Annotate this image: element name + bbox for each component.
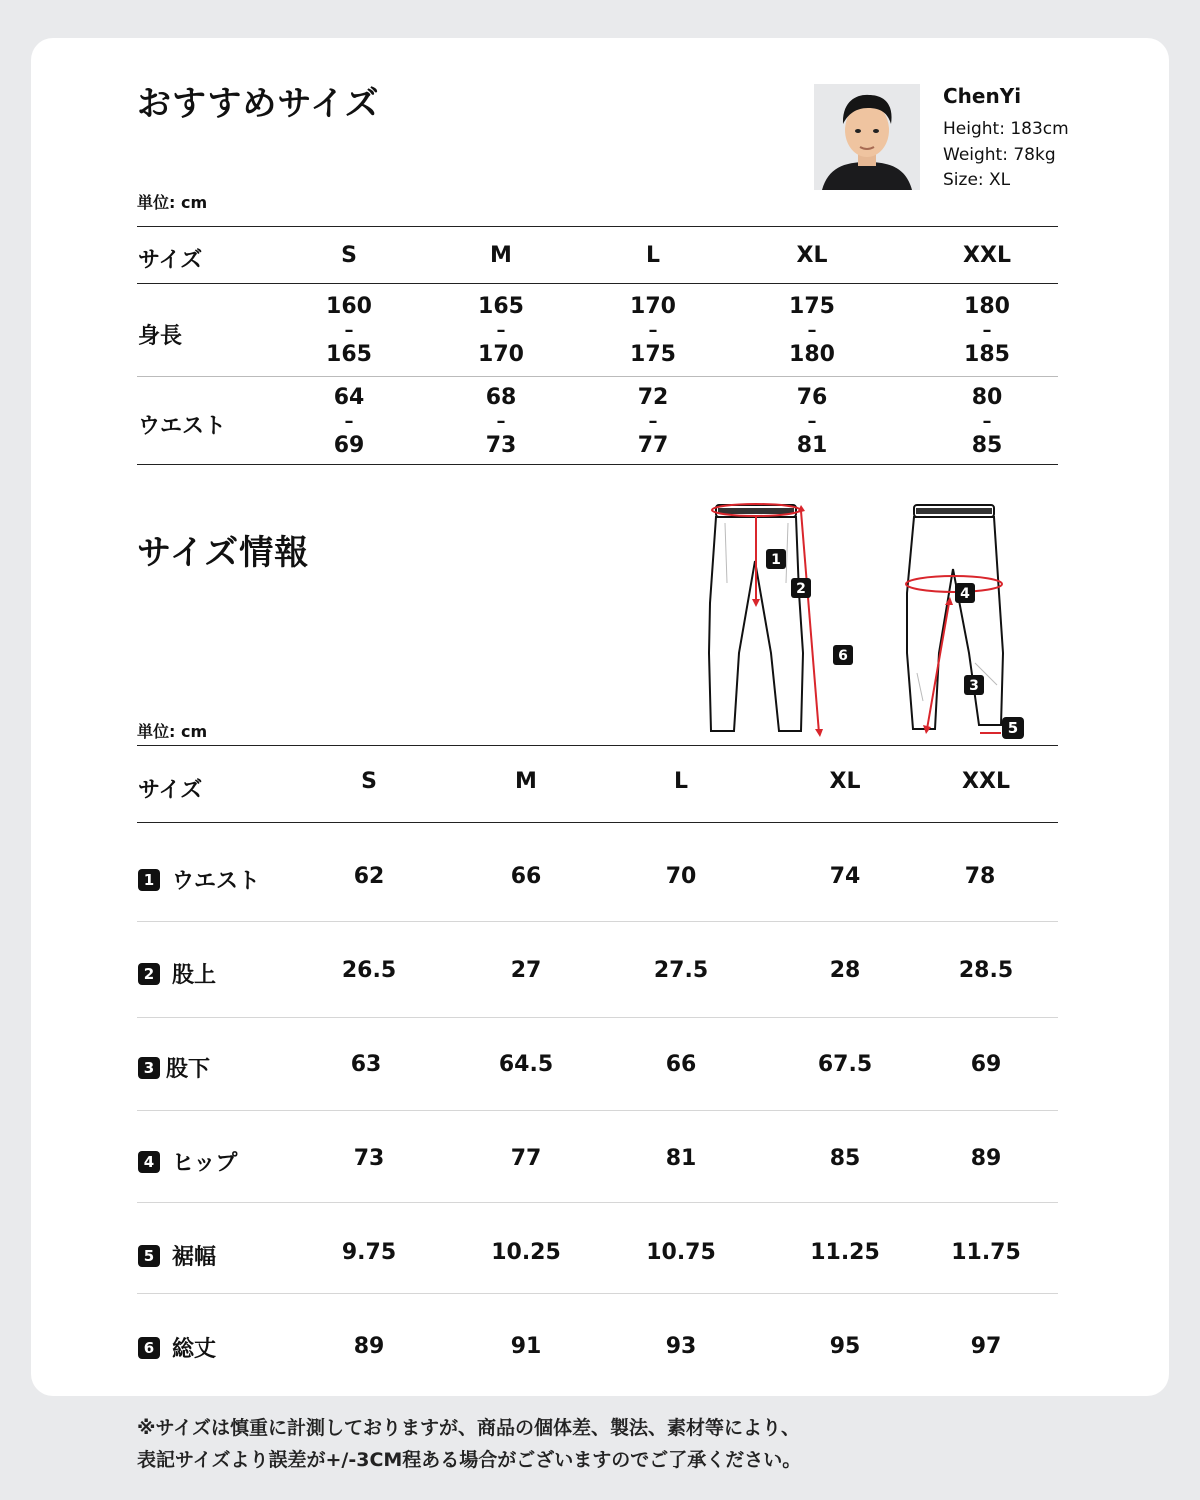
recommended-top-rule — [137, 226, 1058, 227]
info-r1-m: 66 — [510, 864, 542, 889]
rec-height-xl: 175 – 180 — [789, 294, 835, 367]
back-pants-icon — [907, 505, 1003, 729]
rec-size-xl: XL — [796, 243, 828, 268]
rec-size-m: M — [490, 243, 512, 268]
info-r3-s: 63 — [350, 1052, 382, 1077]
rec-size-s: S — [341, 243, 357, 268]
recommended-title: おすすめサイズ — [137, 84, 380, 124]
rec-size-l: L — [645, 243, 661, 268]
info-row-6-label: 6 総丈 — [138, 1332, 216, 1363]
info-size-m: M — [515, 769, 537, 794]
info-r3-m: 64.5 — [498, 1052, 554, 1077]
info-r6-xl: 95 — [829, 1334, 861, 1359]
rec-height-l: 170 – 175 — [630, 294, 676, 367]
info-r2-xxl: 28.5 — [958, 958, 1014, 983]
info-r3-xxl: 69 — [970, 1052, 1002, 1077]
info-r2-xl: 28 — [829, 958, 861, 983]
info-r1-s: 62 — [353, 864, 385, 889]
badge-4-icon: 4 — [138, 1151, 160, 1173]
rec-waist-xxl: 80 – 85 — [971, 385, 1003, 458]
info-r6-xxl: 97 — [970, 1334, 1002, 1359]
rec-height-m: 165 – 170 — [478, 294, 524, 367]
info-r6-m: 91 — [510, 1334, 542, 1359]
info-r5-xl: 11.25 — [810, 1240, 880, 1265]
info-r4-s: 73 — [353, 1146, 385, 1171]
info-row-4-label: 4 ヒップ — [138, 1146, 237, 1177]
info-r5-m: 10.25 — [491, 1240, 561, 1265]
diagram-badge-4-text: 4 — [960, 586, 970, 602]
recommended-header-label: サイズ — [138, 248, 203, 273]
badge-1-icon: 1 — [138, 869, 160, 891]
info-r1-xl: 74 — [829, 864, 861, 889]
info-r2-l: 27.5 — [653, 958, 709, 983]
size-info-title: サイズ情報 — [137, 533, 310, 573]
info-size-s: S — [361, 769, 377, 794]
rec-waist-s: 64 – 69 — [333, 385, 365, 458]
info-r6-l: 93 — [665, 1334, 697, 1359]
info-r4-xl: 85 — [829, 1146, 861, 1171]
footnote-line-1: ※サイズは慎重に計測しておりますが、商品の個体差、製法、素材等により、 — [137, 1417, 800, 1439]
info-r1-xxl: 78 — [964, 864, 996, 889]
info-row-divider — [137, 1110, 1058, 1111]
info-r5-s: 9.75 — [341, 1240, 397, 1265]
diagram-badge-5 — [1002, 717, 1024, 739]
model-avatar — [814, 84, 920, 190]
info-r4-l: 81 — [665, 1146, 697, 1171]
diagram-badge-5-text: 5 — [1002, 717, 1024, 739]
model-name: ChenYi — [943, 84, 1022, 108]
model-photo-icon — [814, 84, 920, 190]
info-r3-xl: 67.5 — [817, 1052, 873, 1077]
rec-row-divider — [137, 376, 1058, 377]
info-size-xxl: XXL — [962, 769, 1010, 794]
rec-height-xxl: 180 – 185 — [964, 294, 1010, 367]
info-top-rule — [137, 745, 1058, 746]
info-r3-l: 66 — [665, 1052, 697, 1077]
info-r5-l: 10.75 — [646, 1240, 716, 1265]
rec-waist-l: 72 – 77 — [637, 385, 669, 458]
rec-row-waist-label: ウエスト — [138, 414, 227, 439]
info-row-5-label: 5 裾幅 — [138, 1240, 216, 1271]
size-info-unit: 単位: cm — [137, 722, 208, 741]
info-header-rule — [137, 822, 1058, 823]
info-r1-l: 70 — [665, 864, 697, 889]
rec-height-s: 160 – 165 — [326, 294, 372, 367]
info-row-1-label: 1 ウエスト — [138, 864, 260, 895]
footnote — [137, 1412, 801, 1476]
info-r2-m: 27 — [510, 958, 542, 983]
info-r6-s: 89 — [353, 1334, 385, 1359]
info-r4-xxl: 89 — [970, 1146, 1002, 1171]
rec-waist-m: 68 – 73 — [485, 385, 517, 458]
model-weight: Weight: 78kg — [943, 145, 1056, 165]
recommended-bottom-rule — [137, 464, 1058, 465]
info-r5-xxl: 11.75 — [951, 1240, 1021, 1265]
size-chart-card — [31, 38, 1169, 1396]
recommended-header-rule — [137, 283, 1058, 284]
info-header-label: サイズ — [138, 778, 203, 803]
rec-row-height-label: 身長 — [138, 324, 183, 349]
badge-3-icon: 3 — [138, 1057, 160, 1079]
diagram-badge-2-text: 2 — [796, 581, 806, 597]
info-r4-m: 77 — [510, 1146, 542, 1171]
badge-5-icon: 5 — [138, 1245, 160, 1267]
rec-size-xxl: XXL — [963, 243, 1011, 268]
info-row-divider — [137, 921, 1058, 922]
badge-6-icon: 6 — [138, 1337, 160, 1359]
info-size-l: L — [673, 769, 689, 794]
diagram-badge-3-text: 3 — [969, 678, 979, 694]
info-row-3-label: 3 股下 — [138, 1052, 210, 1083]
info-row-divider — [137, 1017, 1058, 1018]
info-row-divider — [137, 1202, 1058, 1203]
info-size-xl: XL — [829, 769, 861, 794]
model-height: Height: 183cm — [943, 119, 1069, 139]
footnote-line-2: 表記サイズより誤差が+/-3CM程ある場合がございますのでご了承ください。 — [137, 1449, 802, 1471]
rec-waist-xl: 76 – 81 — [796, 385, 828, 458]
info-row-divider — [137, 1293, 1058, 1294]
model-size: Size: XL — [943, 170, 1011, 190]
badge-2-icon: 2 — [138, 963, 160, 985]
info-row-2-label: 2 股上 — [138, 958, 216, 989]
info-r2-s: 26.5 — [341, 958, 397, 983]
diagram-badge-1-text: 1 — [771, 552, 781, 568]
recommended-unit: 単位: cm — [137, 193, 208, 212]
pants-measurement-diagram — [691, 493, 1051, 743]
diagram-badge-6-text: 6 — [838, 648, 848, 664]
